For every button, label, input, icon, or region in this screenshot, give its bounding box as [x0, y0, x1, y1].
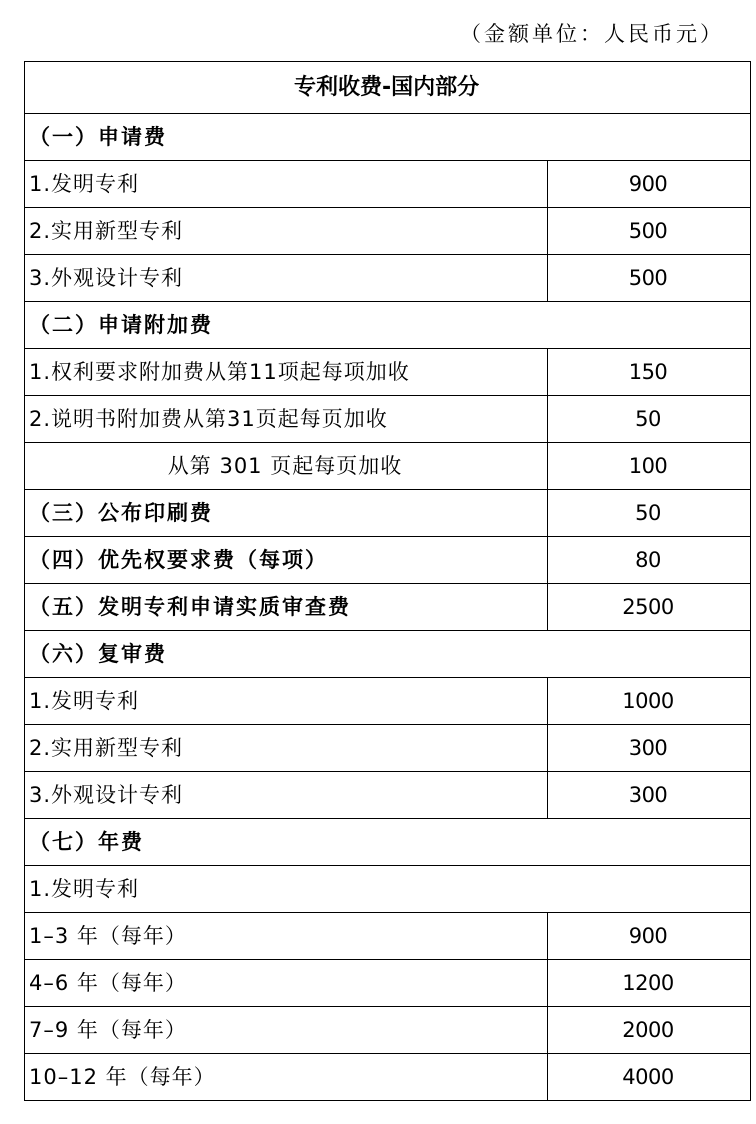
fee-amount: 300	[548, 725, 751, 772]
section-row	[25, 584, 751, 631]
table-row	[25, 161, 751, 208]
fee-item-label: 10–12 年（每年）	[25, 1054, 548, 1101]
fee-item-label: 3.外观设计专利	[25, 772, 548, 819]
table-row	[25, 725, 751, 772]
fee-amount: 1200	[548, 960, 751, 1007]
table-row	[25, 1054, 751, 1101]
section-row	[25, 302, 751, 349]
fee-item-label: 1.发明专利	[25, 866, 751, 913]
fee-item-label: 4–6 年（每年）	[25, 960, 548, 1007]
table-row	[25, 396, 751, 443]
section-label: （五）发明专利申请实质审查费	[25, 584, 548, 631]
section-label: （三）公布印刷费	[25, 490, 548, 537]
table-title: 专利收费-国内部分	[25, 62, 751, 114]
table-row	[25, 1007, 751, 1054]
fee-item-label: 1.发明专利	[25, 161, 548, 208]
table-row	[25, 772, 751, 819]
fee-amount: 80	[548, 537, 751, 584]
fee-item-label: 3.外观设计专利	[25, 255, 548, 302]
fee-item-label: 2.说明书附加费从第31页起每页加收	[25, 396, 548, 443]
fee-amount: 900	[548, 161, 751, 208]
fee-amount: 50	[548, 396, 751, 443]
section-label: （六）复审费	[25, 631, 751, 678]
fee-item-label: 2.实用新型专利	[25, 725, 548, 772]
table-row	[25, 866, 751, 913]
section-row	[25, 490, 751, 537]
table-row	[25, 208, 751, 255]
fee-item-label: 7–9 年（每年）	[25, 1007, 548, 1054]
fee-amount: 2000	[548, 1007, 751, 1054]
fee-amount: 100	[548, 443, 751, 490]
section-label: （七）年费	[25, 819, 751, 866]
section-row	[25, 114, 751, 161]
fee-item-label: 2.实用新型专利	[25, 208, 548, 255]
table-row	[25, 913, 751, 960]
fee-amount: 4000	[548, 1054, 751, 1101]
table-row	[25, 960, 751, 1007]
table-row	[25, 678, 751, 725]
currency-unit-note: （金额单位：人民币元）	[460, 22, 724, 46]
fee-amount: 300	[548, 772, 751, 819]
fee-item-label: 1.权利要求附加费从第11项起每项加收	[25, 349, 548, 396]
fee-amount: 2500	[548, 584, 751, 631]
fee-amount: 150	[548, 349, 751, 396]
section-row	[25, 631, 751, 678]
table-row	[25, 349, 751, 396]
section-row	[25, 819, 751, 866]
patent-fee-table	[24, 61, 751, 1101]
fee-item-label: 1.发明专利	[25, 678, 548, 725]
fee-amount: 1000	[548, 678, 751, 725]
table-row	[25, 443, 751, 490]
section-row	[25, 537, 751, 584]
fee-item-label: 1–3 年（每年）	[25, 913, 548, 960]
fee-amount: 500	[548, 255, 751, 302]
fee-amount: 500	[548, 208, 751, 255]
fee-amount: 900	[548, 913, 751, 960]
fee-item-label: 从第 301 页起每页加收	[25, 443, 548, 490]
table-row	[25, 255, 751, 302]
section-label: （四）优先权要求费（每项）	[25, 537, 548, 584]
table-title-row	[25, 62, 751, 114]
section-label: （二）申请附加费	[25, 302, 751, 349]
section-label: （一）申请费	[25, 114, 751, 161]
fee-amount: 50	[548, 490, 751, 537]
